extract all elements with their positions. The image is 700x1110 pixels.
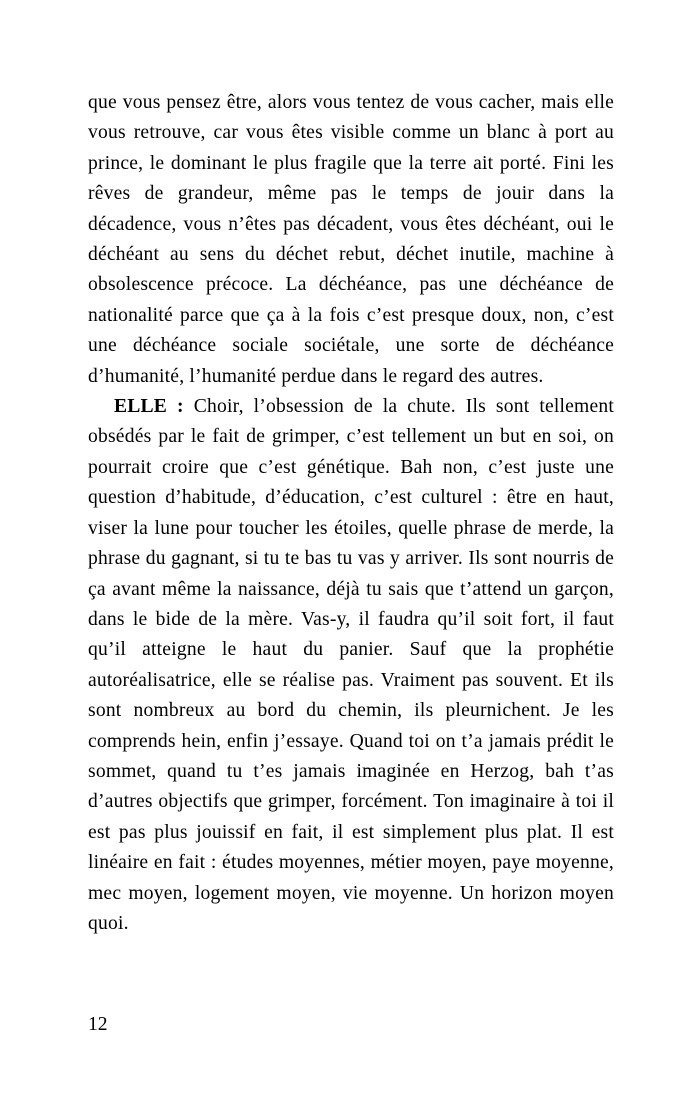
speaker-label-elle: ELLE :	[114, 396, 184, 418]
page-number: 12	[88, 1014, 108, 1035]
paragraph-text: Choir, l’obsession de la chute. Ils sont tellement obsédés par le fait de grimper, c’est tellement un but en soi, on pourrait croire que c’est génétique. Bah non, c’est juste une question d’habitude, d’éducation, c’est culturel : être en haut, viser la lune pour toucher les étoiles, quelle phrase de merde, la phrase du gagnant, si tu te bas tu vas y arriver. Ils sont nourris de ça avant même la naissance, déjà tu sais que t’attend un garçon, dans le bide de la mère. Vas-y, il faudra qu’il soit fort, il faut qu’il atteigne le haut du panier. Sauf que la prophétie autoréalisatrice, elle se réalise pas. Vraiment pas souvent. Et ils sont nombreux au bord du chemin, ils pleurnichent. Je les comprends hein, enfin j’essaye. Quand toi on t’a jamais prédit le sommet, quand tu t’es jamais imaginée en Herzog, bah t’as d’autres objectifs que grimper, forcément. Ton imaginaire à toi il est pas plus jouissif en fait, il est simplement plus plat. Il est linéaire en fait : études moyennes, métier moyen, paye moyenne, mec moyen, logement moyen, vie moyenne. Un horizon moyen quoi.	[88, 396, 615, 934]
paragraph-text: que vous pensez être, alors vous tentez de vous cacher, mais elle vous retrouve, car vous êtes visible comme un blanc à port au prince, le dominant le plus fragile que la terre ait porté. Fini les rêves de grandeur, même pas le temps de jouir dans la décadence, vous n’êtes pas décadent, vous êtes déchéant, oui le déchéant au sens du déchet rebut, déchet inutile, machine à obsolescence précoce. La déchéance, pas une déchéance de nationalité parce que ça à la fois c’est presque doux, non, c’est une déchéance sociale sociétale, une sorte de déchéance d’humanité, l’humanité perdue dans le regard des autres.	[88, 92, 614, 387]
paragraph-elle	[88, 392, 614, 939]
text-column	[88, 88, 614, 939]
paragraph-continued	[88, 88, 614, 392]
